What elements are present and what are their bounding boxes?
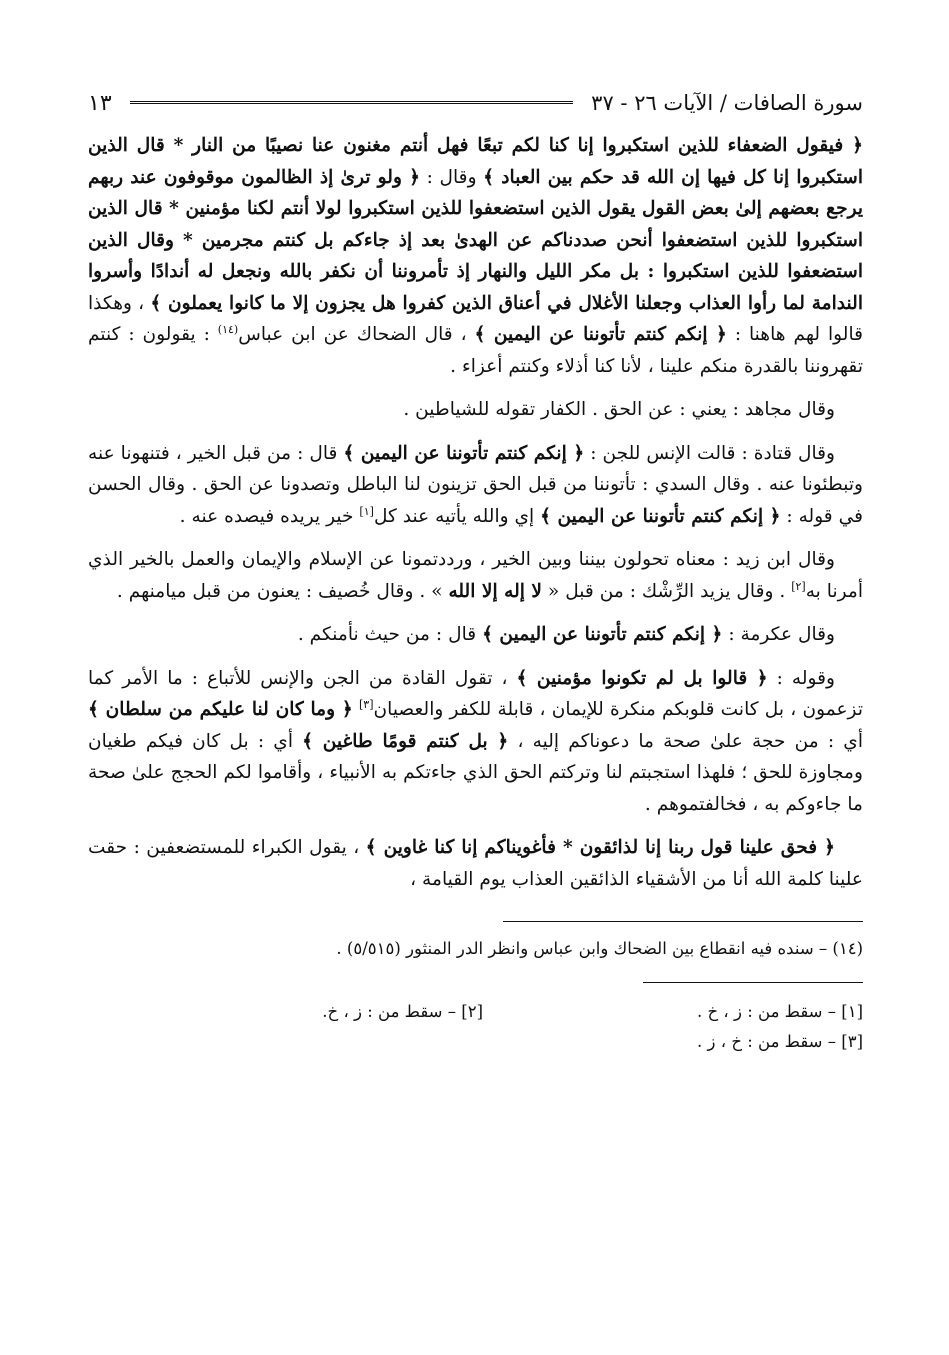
quran-quote: ﴿ ولو ترىٰ إذ الظالمون موقوفون عند ربهم يرجع بعضهم إلىٰ بعض القول يقول الذين استضعفوا للذين استكبروا لولا أنتم لكنا مؤمنين * قال الذين استكبروا للذين استضعفوا أنحن صددناكم عن الهدىٰ بعد إذ جاءكم بل كنتم مجرمين * وقال الذين استضعفوا للذين استكبروا : بل مكر الليل والنهار إذ تأمروننا أن نكفر بالله ونجعل له أندادًا وأسروا الندامة لما رأوا العذاب وجعلنا الأغلال في أعناق الذين كفروا هل يجزون إلا ما كانوا يعملون ﴾ xyxy=(88,166,863,314)
footnote-ref: [٣] xyxy=(358,697,374,711)
surah-title: سورة الصافات / الآيات ٢٦ - ٣٧ xyxy=(591,91,863,115)
shahada-quote: لا إله إلا الله xyxy=(448,580,542,602)
footnote-2: [٢] – سقط من : ز ، خ. xyxy=(322,1002,483,1021)
text: أي : بل كان فيكم طغيان ومجاوزة للحق ؛ فلهذا استجبتم لنا وتركتم الحق الذي جاءتكم به الأنبياء ، وأقاموا لكم الحجج علىٰ صحة ما جاءوكم به ، فخالفتموهم . xyxy=(88,730,863,815)
quran-quote: ﴿ فحق علينا قول ربنا إنا لذائقون * فأغويناكم إنا كنا غاوين ﴾ xyxy=(365,837,835,858)
text: خير يريده فيصده عنه . xyxy=(179,505,360,527)
paragraph-7 xyxy=(88,832,863,895)
quran-quote: ﴿ بل كنتم قومًا طاغين ﴾ xyxy=(302,730,509,752)
footnote-14: (١٤) – سنده فيه انقطاع بين الضحاك وابن عباس وانظر الدر المنثور (٥/٥١٥) . xyxy=(336,939,863,958)
footnote-ref: [٢] xyxy=(791,579,806,593)
text: وقال ابن زيد : معناه تحولون بيننا وبين الخير ، ورددتمونا عن الإسلام والإيمان والعمل بالخير الذي أمرنا به xyxy=(88,549,863,602)
paragraph-5 xyxy=(88,619,863,651)
text: أي : من حجة علىٰ صحة ما دعوناكم إليه ، xyxy=(508,730,864,752)
text: وقوله : xyxy=(767,667,836,689)
text: وقال مجاهد : يعني : عن الحق . الكفار تقوله للشياطين . xyxy=(403,399,835,420)
footnote-1: [١] – سقط من : ز ، خ . xyxy=(697,1002,863,1021)
page xyxy=(88,82,863,1312)
text: ، تقول القادة من الجن والإنس للأتباع : ما الأمر كما تزعمون ، بل كانت قلوبكم منكرة للإيمان ، قابلة للكفر والعصيان xyxy=(88,667,863,720)
footnote-3: [٣] – سقط من : خ ، ز . xyxy=(697,1032,863,1051)
paragraph-1 xyxy=(88,130,863,382)
quran-quote: ﴿ إنكم كنتم تأتوننا عن اليمين ﴾ xyxy=(474,324,727,345)
text: وقال : xyxy=(420,166,484,188)
text: قال : من حيث نأمنكم . xyxy=(297,624,483,645)
quran-quote: ﴿ إنكم كنتم تأتوننا عن اليمين ﴾ xyxy=(540,505,781,527)
text: . وقال يزيد الرِّشْك : من قبل « xyxy=(542,580,792,602)
footnote-divider xyxy=(503,921,863,922)
text: ، قال الضحاك عن ابن عباس xyxy=(238,324,475,345)
text: ، وهكذا قالوا لهم هاهنا : xyxy=(88,292,864,345)
header-rule xyxy=(130,101,574,106)
text: قال : من قبل الخير ، فتنهونا عنه وتبطئونا عنه . وقال السدي : تأتوننا من قبل الحق تزينون لنا الباطل وتصدونا عن الحق . وقال الحسن في قوله : xyxy=(88,442,863,527)
footnote-ref: [١] xyxy=(359,504,374,518)
footnote-row xyxy=(88,1027,863,1057)
text: : يقولون : كنتم تقهروننا بالقدرة منكم علينا ، لأنا كنا أذلاء وكنتم أعزاء . xyxy=(88,324,863,377)
footnote-row xyxy=(88,997,863,1027)
footnote-divider xyxy=(643,982,863,983)
quran-quote: ﴿ وما كان لنا عليكم من سلطان ﴾ xyxy=(88,699,353,720)
text: ، يقول الكبراء للمستضعفين : حقت علينا كلمة الله أنا من الأشقياء الذائقين العذاب يوم القيامة ، xyxy=(88,837,863,890)
running-head xyxy=(88,82,863,124)
text: إي والله يأتيه عند كل xyxy=(373,505,541,527)
text: وقال قتادة : قالت الإنس للجن : xyxy=(584,442,835,464)
quran-quote: ﴿ إنكم كنتم تأتوننا عن اليمين ﴾ xyxy=(482,624,723,645)
paragraph-6 xyxy=(88,663,863,821)
page-number: ١٣ xyxy=(88,90,112,116)
paragraph-3 xyxy=(88,438,863,533)
text: » . وقال خُصيف : يعنون من قبل ميامنهم . xyxy=(116,580,449,602)
footnote-ref: (١٤) xyxy=(217,322,239,336)
paragraph-2 xyxy=(88,394,863,426)
quran-quote: ﴿ فيقول الضعفاء للذين استكبروا إنا كنا لكم تبعًا فهل أنتم مغنون عنا نصيبًا من النار * قال الذين استكبروا إنا كل فيها إن الله قد حكم بين العباد ﴾ xyxy=(88,135,863,188)
paragraph-4 xyxy=(88,544,863,607)
text: وقال عكرمة : xyxy=(722,624,835,645)
quran-quote: ﴿ إنكم كنتم تأتوننا عن اليمين ﴾ xyxy=(343,442,585,464)
quran-quote: ﴿ قالوا بل لم تكونوا مؤمنين ﴾ xyxy=(516,667,768,689)
